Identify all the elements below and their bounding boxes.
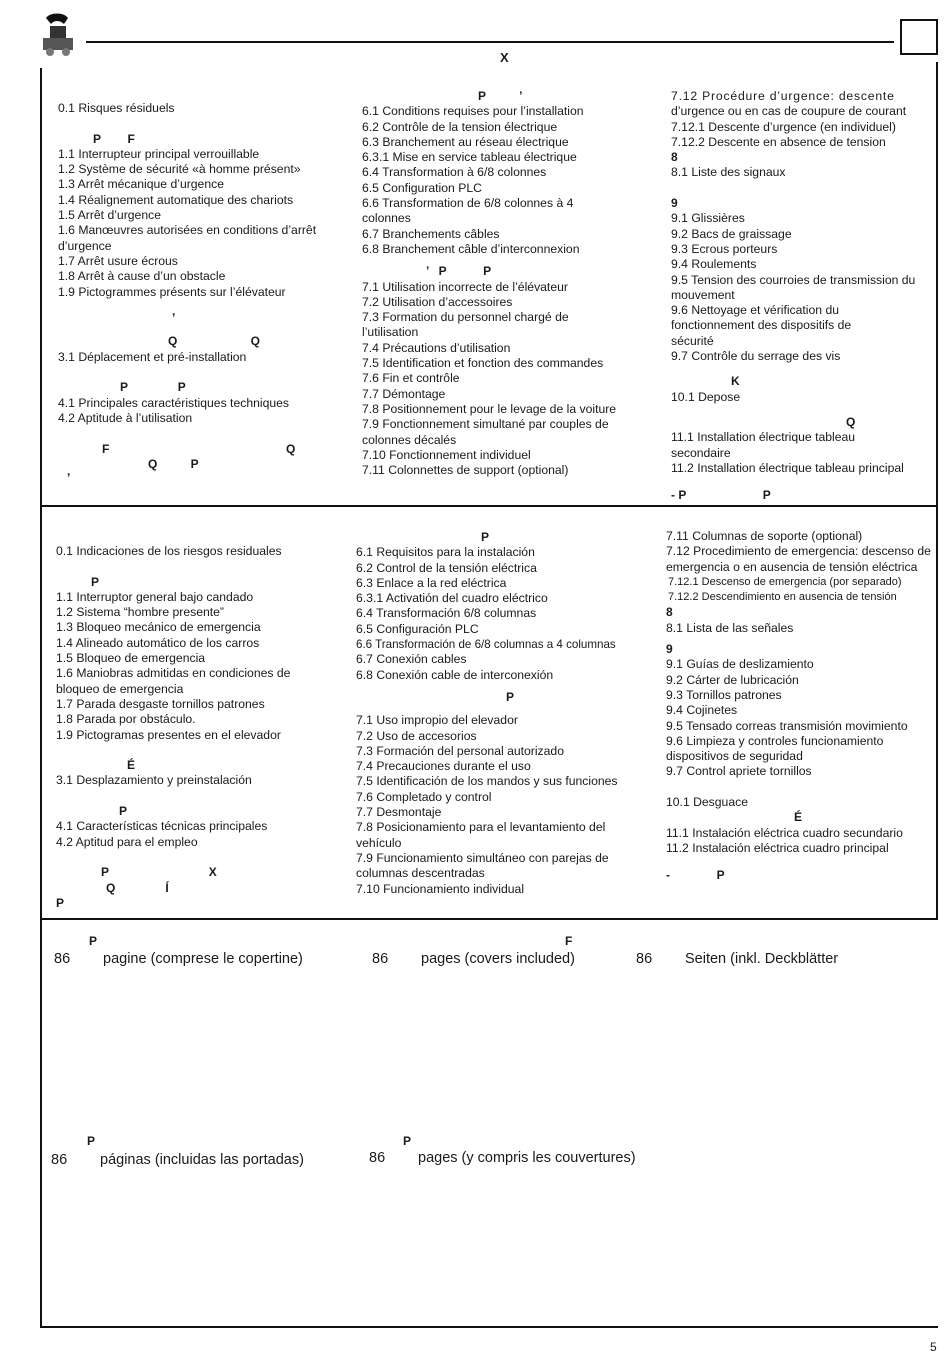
heading-fragment: - P [666, 868, 725, 883]
heading-fragment: , [172, 303, 176, 318]
heading-fragment: 8 [666, 605, 673, 620]
toc-entry: 11.2 Installation électrique tableau principal [671, 460, 904, 475]
toc-entry: 4.2 Aptitude à l’utilisation [58, 410, 193, 425]
toc-entry: 7.10 Fonctionnement individuel [362, 447, 531, 462]
toc-entry: 9.2 Cárter de lubricación [666, 672, 799, 687]
toc-entry: 6.2 Contrôle de la tension électrique [362, 119, 558, 134]
toc-entry: 7.1 Uso impropio del elevador [356, 713, 518, 728]
toc-entry: 1.6 Maniobras admitidas en condiciones de bloqueo de emergencia [56, 666, 291, 696]
heading-fragment: Q [846, 414, 856, 429]
page-count-number-de: 86 [636, 951, 653, 967]
toc-entry: 6.7 Conexión cables [356, 652, 467, 667]
page-count-number-fr: 86 [369, 1150, 386, 1166]
toc-entry: 1.6 Manœuvres autorisées en conditions d’arrêt d’urgence [58, 223, 317, 253]
toc-entry: 7.10 Funcionamiento individual [356, 881, 525, 896]
heading-fragment: - P P [671, 488, 771, 503]
heading-fragment: É [794, 810, 803, 825]
toc-entry: 9.3 Ecrous porteurs [671, 241, 778, 256]
toc-entry: d’urgence ou en cas de coupure de courant [671, 104, 907, 119]
section-divider-bottom [40, 918, 938, 920]
heading-fragment: É [127, 758, 136, 773]
toc-entry: 7.9 Fonctionnement simultané par couples de colonnes décalés [362, 417, 609, 447]
toc-entry: 9.2 Bacs de graissage [671, 226, 792, 241]
language-box [900, 19, 938, 55]
toc-entry: 7.11 Colonnettes de support (optional) [362, 463, 569, 478]
heading-fragment: Q Q [168, 334, 261, 349]
toc-entry: 0.1 Indicaciones de los riesgos residuales [56, 544, 282, 558]
toc-entry: 6.8 Branchement câble d’interconnexion [362, 241, 580, 256]
toc-entry: 7.11 Columnas de soporte (optional) [666, 529, 863, 543]
toc-entry: 9.5 Tensado correas transmisión movimiento [666, 718, 908, 733]
toc-entry: 7.12.1 Descente d’urgence (en individuel) [671, 119, 896, 134]
toc-entry: 7.6 Completado y control [356, 789, 492, 804]
fr-column-1 [58, 101, 348, 479]
heading-fragment: 8 [671, 150, 678, 165]
toc-entry: 6.4 Transformation à 6/8 colonnes [362, 165, 547, 180]
toc-entry: 7.7 Desmontaje [356, 805, 442, 820]
toc-entry: 1.9 Pictogramas presentes en el elevador [56, 727, 281, 742]
toc-entry: 9.7 Contrôle du serrage des vis [671, 349, 841, 364]
page-number: 5 [930, 1340, 937, 1354]
page-count-number-es: 86 [51, 1152, 68, 1168]
toc-entry: 10.1 Depose [671, 389, 741, 404]
toc-entry: 6.6 Transformation de 6/8 colonnes à 4 colonnes [362, 196, 574, 226]
toc-entry: 1.4 Réalignement automatique des chariots [58, 192, 294, 207]
toc-entry: 7.12.2 Descente en absence de tension [671, 134, 886, 149]
heading-fragment: 9 [666, 642, 673, 657]
header-rule [86, 41, 894, 43]
page-count-number-en: 86 [372, 951, 389, 967]
toc-entry: 7.6 Fin et contrôle [362, 371, 460, 386]
toc-entry: 7.5 Identificación de los mandos y sus funciones [356, 774, 618, 789]
toc-entry: 6.3 Enlace a la red eléctrica [356, 575, 507, 590]
page-count-mark-it: P [89, 934, 98, 948]
toc-entry: 7.8 Positionnement pour le levage de la voiture [362, 401, 617, 416]
es-column-1 [56, 544, 346, 911]
toc-entry: 7.5 Identification et fonction des commandes [362, 356, 604, 371]
toc-entry: 6.8 Conexión cable de interconexión [356, 667, 554, 682]
toc-entry: 1.4 Alineado automático de los carros [56, 635, 260, 650]
toc-entry: 10.1 Desguace [666, 795, 748, 810]
heading-fragment: , [67, 464, 71, 479]
toc-entry: 1.3 Bloqueo mecánico de emergencia [56, 620, 261, 635]
toc-entry: 9.6 Nettoyage et vérification du fonctionnement des dispositifs de sécurité [671, 303, 852, 348]
toc-entry: 1.2 Système de sécurité «à homme présent» [58, 162, 301, 177]
page-count-number-it: 86 [54, 951, 71, 967]
toc-entry: 9.3 Tornillos patrones [666, 687, 782, 702]
toc-entry: 7.12.1 Descenso de emergencia (por separado) [668, 575, 902, 588]
toc-entry: 7.3 Formación del personal autorizado [356, 743, 564, 758]
toc-entry: 9.1 Guías de deslizamiento [666, 657, 814, 672]
toc-entry: 9.4 Cojinetes [666, 703, 738, 718]
toc-entry: 6.5 Configuration PLC [362, 180, 482, 195]
page-count-mark-es: P [87, 1134, 96, 1148]
page-count-text-es: páginas (incluidas las portadas) [100, 1152, 304, 1168]
toc-entry: 9.6 Limpieza y controles funcionamiento dispositivos de seguridad [666, 733, 884, 764]
toc-entry: 6.4 Transformación 6/8 columnas [356, 606, 537, 621]
toc-entry: 7.4 Précautions d’utilisation [362, 340, 511, 355]
toc-entry: 8.1 Lista de las señales [666, 620, 794, 635]
right-border-es [936, 505, 938, 920]
toc-entry: 1.1 Interrupteur principal verrouillable [58, 146, 260, 161]
toc-entry: 1.8 Arrêt à cause d’un obstacle [58, 269, 226, 284]
toc-entry: 7.12 Procédure d’urgence: descente [671, 89, 895, 103]
toc-entry: 7.2 Utilisation d’accessoires [362, 294, 513, 309]
toc-entry: 1.7 Arrêt usure écrous [58, 253, 178, 268]
heading-fragment: P [91, 574, 100, 589]
toc-entry: 6.7 Branchements câbles [362, 226, 500, 241]
toc-entry: 0.1 Risques résiduels [58, 101, 175, 115]
toc-entry: 8.1 Liste des signaux [671, 165, 786, 180]
es-column-2 [356, 530, 650, 897]
toc-entry: 7.8 Posicionamiento para el levantamiento del vehículo [356, 820, 606, 850]
heading-fragment: K [731, 374, 740, 389]
toc-entry: 9.1 Glissières [671, 211, 745, 226]
toc-entry: 7.9 Funcionamiento simultáneo con parejas de columnas descentradas [356, 850, 609, 881]
toc-entry: 7.7 Démontage [362, 386, 446, 401]
toc-entry: 1.5 Arrêt d’urgence [58, 208, 161, 223]
header-mark: X [500, 50, 509, 65]
toc-entry: 7.12 Procedimiento de emergencia: descenso de emergencia o en ausencia de tensión eléctrica [666, 544, 931, 574]
es-column-3 [666, 529, 936, 884]
heading-fragment: P [481, 530, 490, 544]
page-count-text-fr: pages (y compris les couvertures) [418, 1150, 636, 1166]
toc-entry: 3.1 Desplazamiento y preinstalación [56, 773, 252, 788]
heading-fragment: P [56, 895, 65, 910]
toc-entry: 4.1 Principales caractéristiques techniques [58, 395, 290, 410]
heading-fragment: P [119, 804, 128, 819]
toc-entry: 6.1 Conditions requises pour l’installation [362, 104, 584, 119]
toc-entry: 7.3 Formation du personnel chargé de l’utilisation [362, 310, 569, 340]
toc-entry: 1.3 Arrêt mécanique d’urgence [58, 177, 224, 192]
heading-fragment: ’ P P [426, 264, 492, 279]
heading-fragment: Q P [148, 456, 199, 471]
page-count-mark-fr: P [403, 1134, 412, 1148]
heading-fragment: P X [101, 865, 217, 880]
toc-entry: 6.2 Control de la tensión eléctrica [356, 560, 537, 575]
page-count-text-de: Seiten (inkl. Deckblätter [685, 951, 839, 967]
page-count-mark-en: F [565, 934, 573, 948]
toc-entry: 9.7 Control apriete tornillos [666, 764, 812, 779]
right-border-fr [936, 62, 938, 507]
toc-entry: 6.3.1 Mise en service tableau électrique [362, 150, 577, 165]
toc-entry: 7.12.2 Descendimiento en ausencia de tensión [668, 591, 897, 604]
toc-entry: 4.2 Aptitud para el empleo [56, 834, 198, 849]
heading-fragment: Q Í [106, 880, 169, 895]
fr-column-2 [362, 89, 647, 478]
brand-logo-icon [38, 12, 78, 58]
toc-entry: 1.1 Interruptor general bajo candado [56, 589, 254, 604]
toc-entry: 6.1 Requisitos para la instalación [356, 545, 535, 560]
toc-entry: 6.3.1 Activatión del cuadro eléctrico [356, 591, 548, 606]
heading-fragment: 9 [671, 196, 678, 211]
heading-fragment: P P [120, 380, 186, 395]
toc-entry: 11.2 Instalación eléctrica cuadro principal [666, 840, 889, 855]
toc-entry: 7.1 Utilisation incorrecte de l’élévateur [362, 279, 568, 294]
heading-fragment: P [506, 689, 515, 704]
heading-fragment: P ’ [478, 89, 523, 103]
toc-entry: 4.1 Características técnicas principales [56, 819, 268, 834]
toc-entry: 3.1 Déplacement et pré-installation [58, 349, 247, 364]
toc-entry: 11.1 Installation électrique tableau secondaire [671, 430, 856, 460]
toc-entry: 9.5 Tension des courroies de transmission du mouvement [671, 272, 916, 302]
toc-entry: 1.5 Bloqueo de emergencia [56, 651, 206, 666]
toc-entry: 1.7 Parada desgaste tornillos patrones [56, 696, 265, 711]
toc-entry: 1.8 Parada por obstáculo. [56, 712, 196, 727]
toc-entry: 7.4 Precauciones durante el uso [356, 759, 531, 774]
toc-entry: 6.5 Configuración PLC [356, 621, 479, 636]
toc-entry: 6.3 Branchement au réseau électrique [362, 134, 569, 149]
toc-entry: 6.6 Transformación de 6/8 columnas a 4 columnas [356, 638, 616, 652]
toc-entry: 7.2 Uso de accesorios [356, 728, 477, 743]
fr-column-3 [671, 89, 933, 503]
page-count-text-it: pagine (comprese le copertine) [103, 951, 303, 967]
heading-fragment: F Q [102, 441, 296, 456]
toc-entry: 1.9 Pictogrammes présents sur l’élévateur [58, 284, 286, 299]
toc-entry: 1.2 Sistema “hombre presente” [56, 605, 224, 620]
heading-fragment: P F [93, 131, 135, 146]
toc-entry: 11.1 Instalación eléctrica cuadro secundario [666, 825, 903, 840]
toc-entry: 9.4 Roulements [671, 257, 757, 272]
section-divider-top [40, 505, 938, 507]
page-count-text-en: pages (covers included) [421, 951, 575, 967]
